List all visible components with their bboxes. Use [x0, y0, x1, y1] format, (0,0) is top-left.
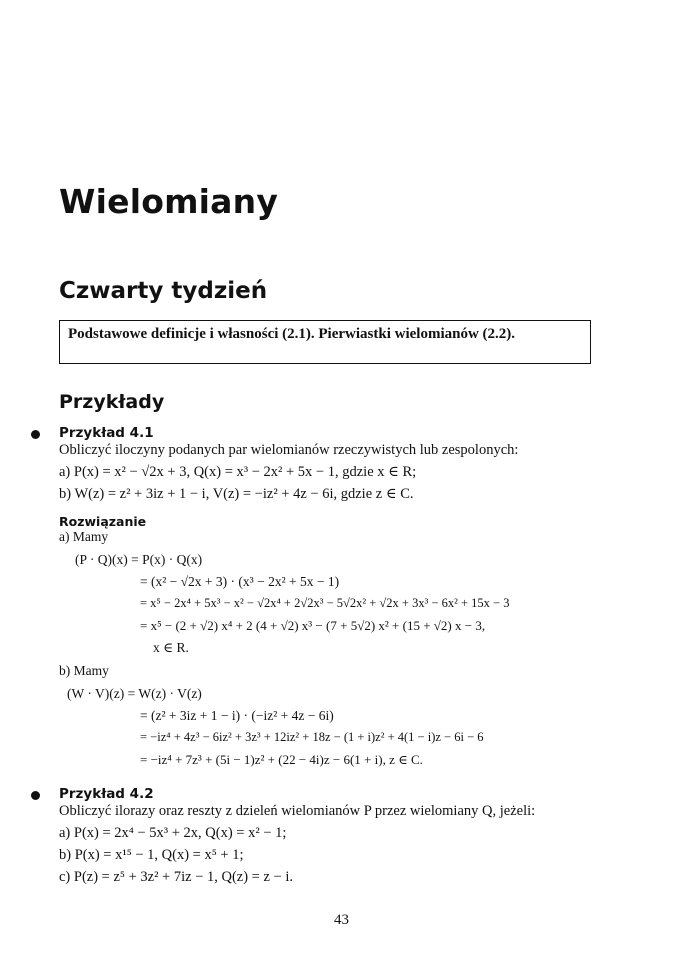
example-statement: Obliczyć ilorazy oraz reszty z dzieleń wielomianów P przez wielomiany Q, jeżeli: — [59, 803, 536, 819]
example-part-c: c) P(z) = z⁵ + 3z² + 7iz − 1, Q(z) = z − i. — [59, 869, 294, 885]
week-title: Czwarty tydzień — [59, 278, 268, 304]
bullet-icon — [31, 430, 40, 439]
section-title: Przykłady — [59, 391, 165, 413]
equation-line: = (z² + 3iz + 1 − i) · (−iz² + 4z − 6i) — [140, 708, 334, 723]
example-part-b: b) W(z) = z² + 3iz + 1 − i, V(z) = −iz² + 4z − 6i, gdzie z ∈ C. — [59, 486, 414, 502]
bullet-icon — [31, 791, 40, 800]
equation-line: (P · Q)(x) = P(x) · Q(x) — [75, 552, 203, 567]
chapter-title: Wielomiany — [59, 182, 279, 221]
example-title: Przykład 4.1 — [59, 425, 154, 441]
example-part-b: b) P(x) = x¹⁵ − 1, Q(x) = x⁵ + 1; — [59, 847, 244, 863]
example-part-a: a) P(x) = 2x⁴ − 5x³ + 2x, Q(x) = x² − 1; — [59, 825, 287, 841]
example-title: Przykład 4.2 — [59, 786, 154, 802]
equation-line: (W · V)(z) = W(z) · V(z) — [67, 686, 202, 701]
equation-line: = x⁵ − 2x⁴ + 5x³ − x² − √2x⁴ + 2√2x³ − 5√2x² + √2x + 3x³ − 6x² + 15x − 3 — [140, 596, 510, 610]
equation-line: = −iz⁴ + 7z³ + (5i − 1)z² + (22 − 4i)z − 6(1 + i), z ∈ C. — [140, 752, 423, 767]
topic-box: Podstawowe definicje i własności (2.1). Pierwiastki wielomianów (2.2). — [59, 320, 591, 364]
page-number: 43 — [334, 912, 349, 928]
equation-line: x ∈ R. — [153, 640, 189, 655]
equation-line: = (x² − √2x + 3) · (x³ − 2x² + 5x − 1) — [140, 574, 340, 589]
solution-label: Rozwiązanie — [59, 514, 147, 529]
equation-line: = x⁵ − (2 + √2) x⁴ + 2 (4 + √2) x³ − (7 + 5√2) x² + (15 + √2) x − 3, — [140, 618, 486, 633]
example-statement: Obliczyć iloczyny podanych par wielomianów rzeczywistych lub zespolonych: — [59, 442, 519, 458]
equation-line: = −iz⁴ + 4z³ − 6iz² + 3z³ + 12iz² + 18z − (1 + i)z² + 4(1 − i)z − 6i − 6 — [140, 730, 484, 744]
solution-part-b-intro: b) Mamy — [59, 663, 109, 678]
solution-part-a-intro: a) Mamy — [59, 529, 109, 544]
example-part-a: a) P(x) = x² − √2x + 3, Q(x) = x³ − 2x² + 5x − 1, gdzie x ∈ R; — [59, 464, 417, 480]
